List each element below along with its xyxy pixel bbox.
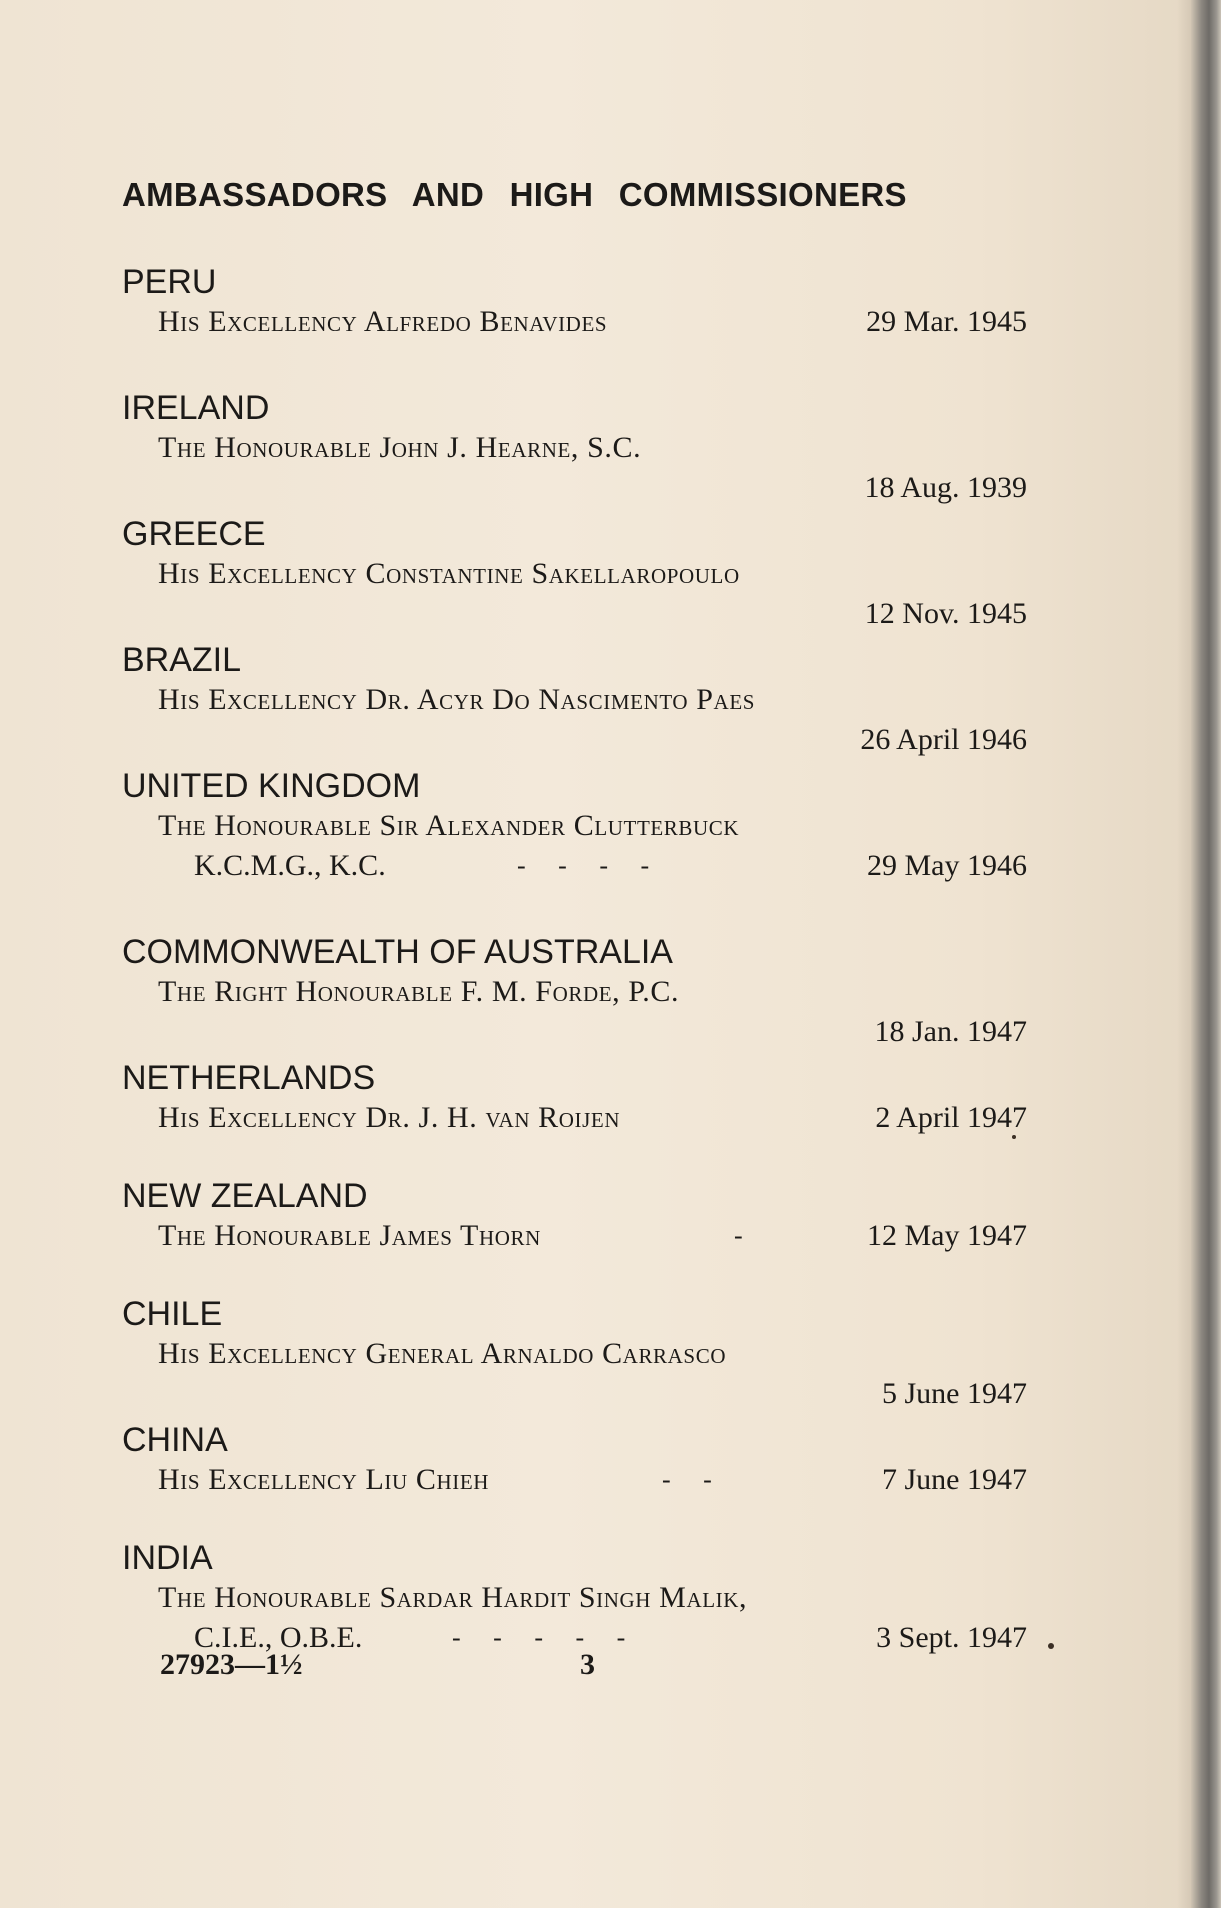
entries-list	[122, 262, 1027, 1658]
entry-ireland	[122, 388, 1027, 508]
entry-line	[122, 806, 1027, 846]
appointment-date: 12 May 1947	[867, 1219, 1027, 1252]
entry-brazil	[122, 640, 1027, 760]
print-code: 27923—1½	[160, 1648, 303, 1681]
country-name: UNITED KINGDOM	[122, 767, 421, 805]
leader-dashes: - - - -	[517, 851, 650, 880]
entry-line-continued	[122, 846, 1027, 886]
entry-netherlands	[122, 1058, 1027, 1138]
leader-dashes: -	[734, 1221, 743, 1250]
entry-line	[122, 972, 1027, 1012]
envoy-name: The Right Honourable F. M. Forde, P.C.	[158, 975, 680, 1008]
entry-line	[122, 1216, 1027, 1256]
country-name: INDIA	[122, 1539, 213, 1577]
entry-line	[122, 680, 1027, 720]
country-name: CHINA	[122, 1421, 228, 1459]
appointment-date: 12 Nov. 1945	[864, 597, 1027, 630]
entry-india	[122, 1538, 1027, 1658]
entry-line	[122, 1578, 1027, 1618]
appointment-date: 18 Jan. 1947	[874, 1015, 1027, 1048]
envoy-honours: K.C.M.G., K.C.	[194, 849, 386, 882]
country-name: PERU	[122, 263, 217, 301]
appointment-date: 5 June 1947	[882, 1377, 1027, 1410]
entry-chile	[122, 1294, 1027, 1414]
country-name: IRELAND	[122, 389, 270, 427]
country-name: NETHERLANDS	[122, 1059, 376, 1097]
entry-dateline	[122, 594, 1027, 634]
entry-peru	[122, 262, 1027, 342]
appointment-date: 3 Sept. 1947	[876, 1621, 1027, 1654]
entry-line	[122, 302, 1027, 342]
appointment-date: 29 May 1946	[867, 849, 1027, 882]
country-name: GREECE	[122, 515, 266, 553]
entry-china	[122, 1420, 1027, 1500]
envoy-name: His Excellency Constantine Sakellaropoulo	[158, 557, 740, 590]
appointment-date: 18 Aug. 1939	[864, 471, 1027, 504]
country-name: CHILE	[122, 1295, 223, 1333]
ink-speck	[1012, 1135, 1016, 1139]
leader-dashes: - -	[662, 1465, 712, 1494]
appointment-date: 7 June 1947	[882, 1463, 1027, 1496]
envoy-name: The Honourable John J. Hearne, S.C.	[158, 431, 642, 464]
appointment-date: 29 Mar. 1945	[866, 305, 1027, 338]
envoy-name: His Excellency Liu Chieh	[158, 1463, 490, 1496]
envoy-name: His Excellency Dr. Acyr Do Nascimento Paes	[158, 683, 756, 716]
entry-line	[122, 554, 1027, 594]
appointment-date: 2 April 1947	[875, 1101, 1027, 1134]
entry-new-zealand	[122, 1176, 1027, 1256]
ink-speck	[1048, 1643, 1054, 1649]
envoy-name: His Excellency Alfredo Benavides	[158, 305, 608, 338]
entry-dateline	[122, 1374, 1027, 1414]
entry-line	[122, 1460, 1027, 1500]
country-name: COMMONWEALTH OF AUSTRALIA	[122, 933, 673, 971]
envoy-name: His Excellency Dr. J. H. van Roijen	[158, 1101, 621, 1134]
entry-line	[122, 1098, 1027, 1138]
entry-united-kingdom	[122, 766, 1027, 886]
page-shadow	[1177, 0, 1191, 1908]
entry-dateline	[122, 1012, 1027, 1052]
entry-dateline	[122, 468, 1027, 508]
entry-line	[122, 1334, 1027, 1374]
page-number: 3	[580, 1648, 595, 1681]
entry-dateline	[122, 720, 1027, 760]
entry-australia	[122, 932, 1027, 1052]
page-heading: AMBASSADORS AND HIGH COMMISSIONERS	[122, 176, 907, 213]
envoy-name: His Excellency General Arnaldo Carrasco	[158, 1337, 727, 1370]
envoy-name: The Honourable Sardar Hardit Singh Malik,	[158, 1581, 748, 1614]
entry-greece	[122, 514, 1027, 634]
book-edge	[1191, 0, 1221, 1908]
country-name: NEW ZEALAND	[122, 1177, 368, 1215]
appointment-date: 26 April 1946	[860, 723, 1027, 756]
leader-dashes: - - - - -	[452, 1623, 626, 1652]
country-name: BRAZIL	[122, 641, 242, 679]
envoy-name: The Honourable James Thorn	[158, 1219, 541, 1252]
envoy-name: The Honourable Sir Alexander Clutterbuck	[158, 809, 740, 842]
envoy-honours: C.I.E., O.B.E.	[194, 1621, 363, 1654]
entry-line	[122, 428, 1027, 468]
